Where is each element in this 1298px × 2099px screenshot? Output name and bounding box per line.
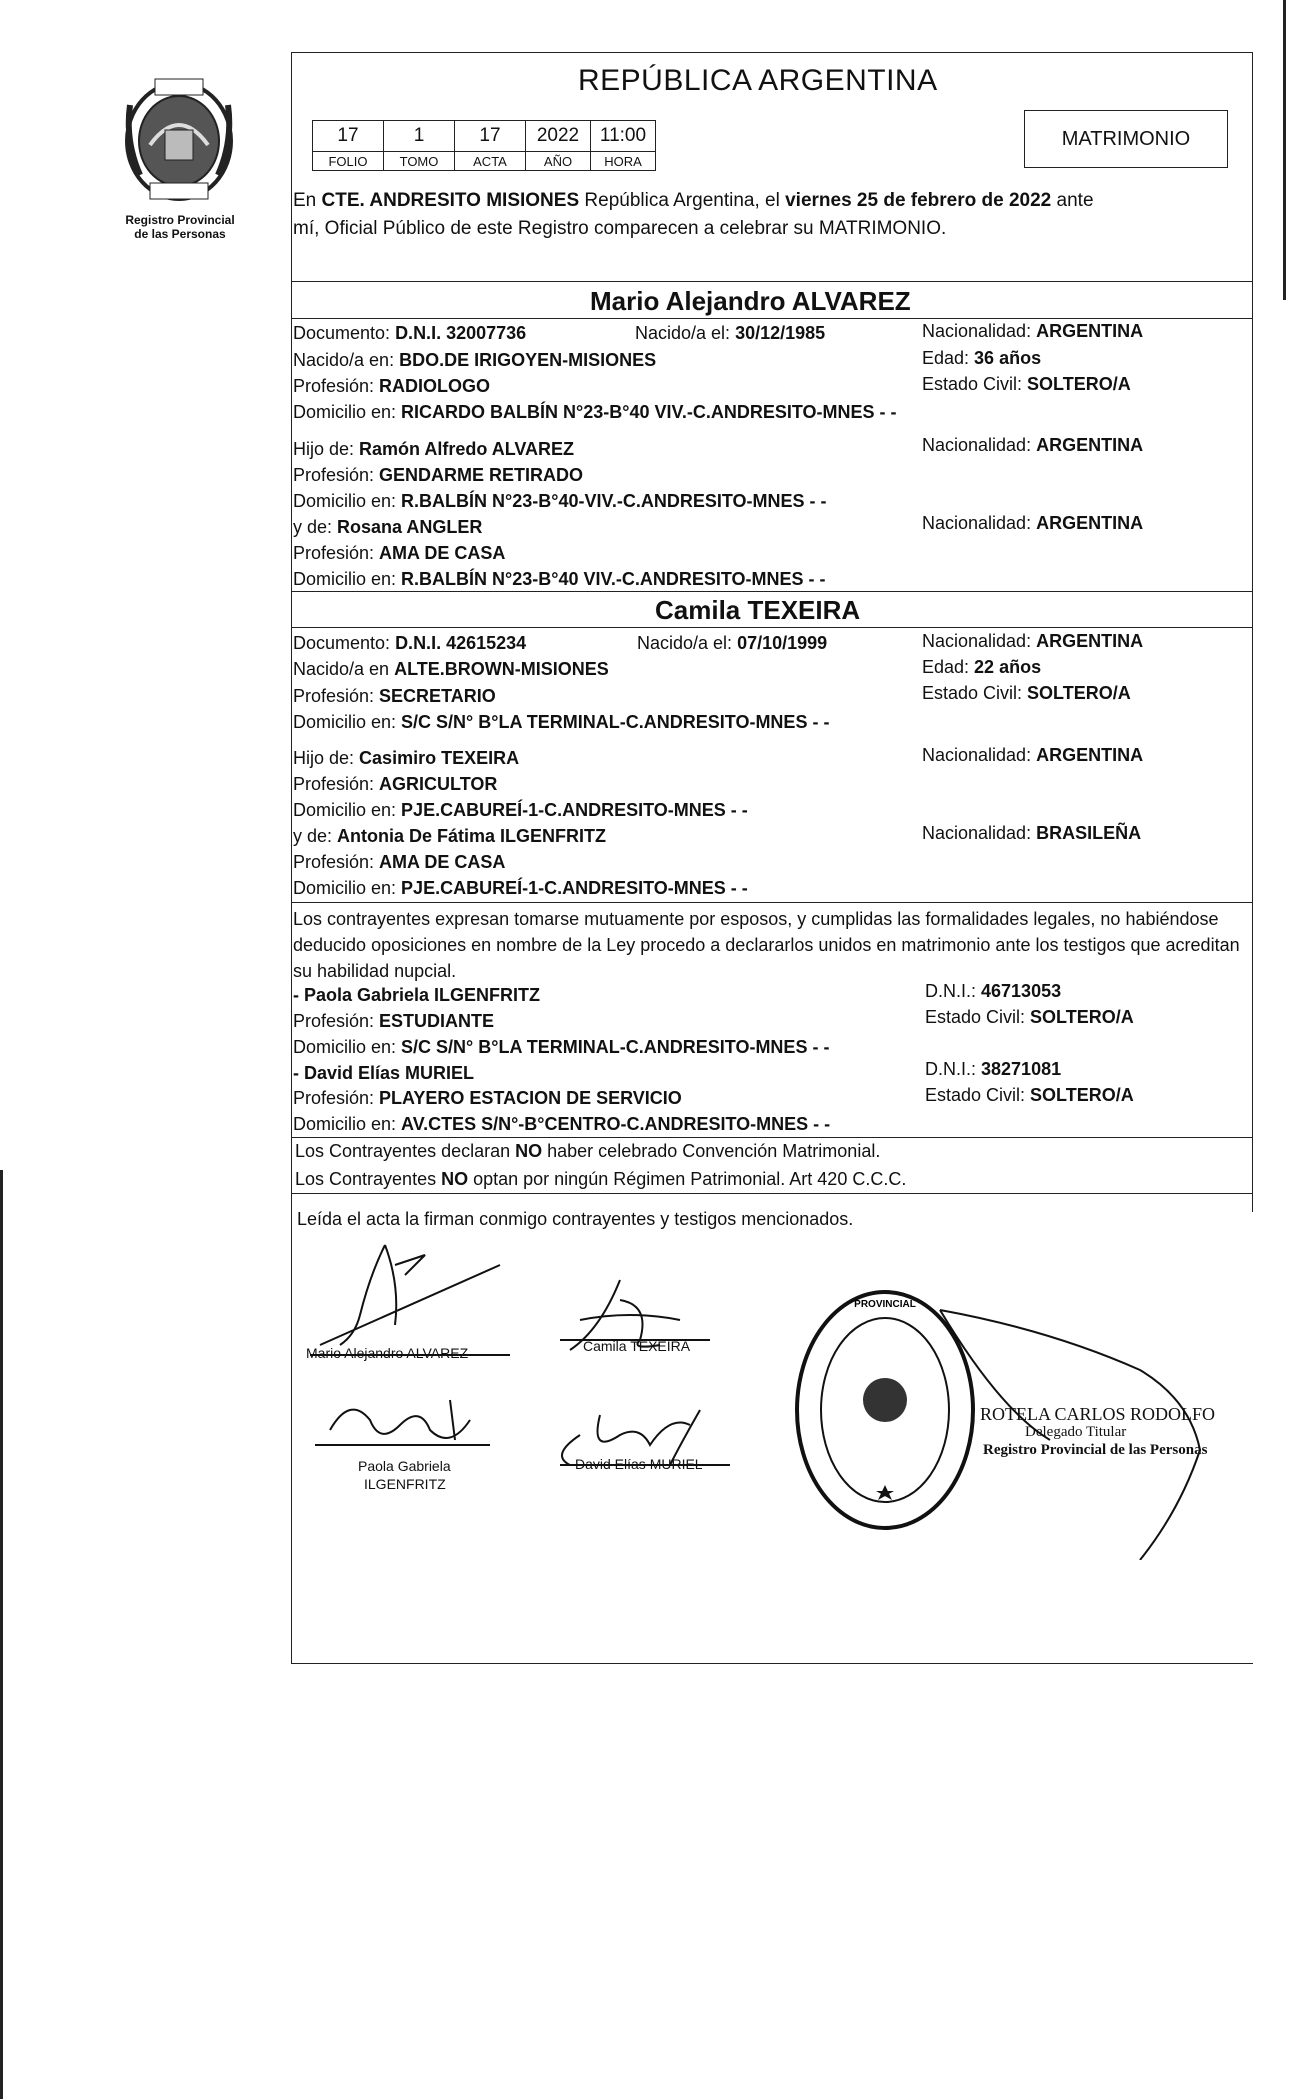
groom-father-profession <box>293 464 583 486</box>
text: Los Contrayentes <box>295 1169 442 1189</box>
text-bold: NO <box>515 1141 543 1161</box>
folio-value: 17 <box>313 121 384 152</box>
divider <box>291 591 1253 592</box>
value: 38271081 <box>981 1059 1062 1079</box>
groom-father <box>293 438 574 460</box>
value: Ramón Alfredo ALVAREZ <box>359 439 575 459</box>
value: SOLTERO/A <box>1027 683 1131 703</box>
groom-signature-caption: Mario Alejandro ALVAREZ <box>306 1345 469 1361</box>
label: Profesión: <box>293 465 380 485</box>
label: Nacido/a en: <box>293 350 400 370</box>
label: Domicilio en: <box>293 1037 402 1057</box>
label: Nacionalidad: <box>922 631 1037 651</box>
value: 30/12/1985 <box>735 323 826 343</box>
label: Estado Civil: <box>925 1007 1031 1027</box>
value: AMA DE CASA <box>379 852 506 872</box>
bride-mother-address <box>293 877 748 899</box>
label: Profesión: <box>293 376 380 396</box>
label: y de: <box>293 826 338 846</box>
bride-document <box>293 632 526 654</box>
intro-line2: mí, Oficial Público de este Registro comparecen a celebrar su MATRIMONIO. <box>293 218 947 239</box>
value: 07/10/1999 <box>737 633 828 653</box>
divider <box>291 902 1253 903</box>
acta-value: 17 <box>455 121 526 152</box>
value: SOLTERO/A <box>1030 1085 1134 1105</box>
groom-nationality <box>922 320 1143 342</box>
witness1-civil-status <box>925 1006 1134 1028</box>
hora-label: HORA <box>591 152 656 171</box>
value: Rosana ANGLER <box>337 517 483 537</box>
label: Profesión: <box>293 1088 380 1108</box>
groom-profession <box>293 375 490 397</box>
witness1-profession <box>293 1010 494 1032</box>
registry-table <box>312 120 656 171</box>
divider <box>291 1193 1253 1194</box>
value: AMA DE CASA <box>379 543 506 563</box>
official-role: Delegado Titular <box>1025 1424 1127 1440</box>
value: BRASILEÑA <box>1036 823 1142 843</box>
bride-signature <box>540 1270 720 1370</box>
value: ESTUDIANTE <box>379 1011 495 1031</box>
label: Nacido/a en <box>293 659 395 679</box>
label: Domicilio en: <box>293 1114 402 1134</box>
intro-paragraph <box>293 187 1248 243</box>
text: optan por ningún Régimen Patrimonial. Art 420 C.C.C. <box>468 1169 907 1189</box>
intro-date: viernes 25 de febrero de 2022 <box>785 190 1052 211</box>
groom-mother-profession <box>293 542 505 564</box>
text: Los Contrayentes declaran <box>295 1141 516 1161</box>
declaration-paragraph: Los contrayentes expresan tomarse mutuamente por esposos, y cumplidas las formalidades legales, no habiéndose deducido oposiciones en nombre de la Ley procedo a declararlos unidos en matrimonio ante los testigos que acreditan su habilidad nupcial. <box>293 909 1240 981</box>
value: AV.CTES S/N°-B°CENTRO-C.ANDRESITO-MNES - - <box>401 1114 831 1134</box>
witness1-address <box>293 1036 829 1058</box>
value: GENDARME RETIRADO <box>379 465 584 485</box>
label: Nacionalidad: <box>922 745 1037 765</box>
value: R.BALBÍN N°23-B°40-VIV.-C.ANDRESITO-MNES - - <box>401 491 827 511</box>
witness1-name <box>293 984 540 1006</box>
official-name: ROTELA CARLOS RODOLFO <box>980 1404 1216 1424</box>
value: RICARDO BALBÍN N°23-B°40 VIV.-C.ANDRESITO-MNES - - <box>401 402 897 422</box>
groom-document <box>293 322 526 344</box>
bride-birthdate <box>637 632 827 654</box>
value: BDO.DE IRIGOYEN-MISIONES <box>399 350 657 370</box>
label: Domicilio en: <box>293 878 402 898</box>
value: PLAYERO ESTACION DE SERVICIO <box>379 1088 682 1108</box>
text: haber celebrado Convención Matrimonial. <box>542 1141 881 1161</box>
bride-civil-status <box>922 682 1131 704</box>
label: Nacionalidad: <box>922 823 1037 843</box>
label: Edad: <box>922 348 975 368</box>
witness2-civil-status <box>925 1084 1134 1106</box>
value: PJE.CABUREÍ-1-C.ANDRESITO-MNES - - <box>401 878 748 898</box>
label: Domicilio en: <box>293 569 402 589</box>
label: D.N.I.: <box>925 981 982 1001</box>
ano-label: AÑO <box>526 152 591 171</box>
value: SECRETARIO <box>379 686 496 706</box>
hora-value: 11:00 <box>591 121 656 152</box>
groom-civil-status <box>922 373 1131 395</box>
divider <box>291 318 1253 319</box>
stamp-ring-text: PROVINCIAL <box>854 1299 916 1310</box>
witness1-caption-line1: Paola Gabriela <box>358 1458 451 1474</box>
groom-father-address <box>293 490 827 512</box>
bride-mother <box>293 825 606 847</box>
bride-father-nationality <box>922 744 1143 766</box>
groom-birthplace <box>293 349 656 371</box>
label: Edad: <box>922 657 975 677</box>
label: Estado Civil: <box>922 374 1028 394</box>
bride-mother-profession <box>293 851 505 873</box>
intro-place: CTE. ANDRESITO MISIONES <box>321 190 580 211</box>
scan-edge-left <box>0 1170 3 2099</box>
value: R.BALBÍN N°23-B°40 VIV.-C.ANDRESITO-MNES - - <box>401 569 826 589</box>
value: ARGENTINA <box>1036 435 1144 455</box>
label: y de: <box>293 517 338 537</box>
value: 46713053 <box>981 981 1062 1001</box>
bride-father-profession <box>293 773 497 795</box>
logo-caption <box>100 213 260 241</box>
witness1-signature <box>310 1390 510 1460</box>
bride-age <box>922 656 1041 678</box>
value: D.N.I. 42615234 <box>395 633 527 653</box>
tomo-value: 1 <box>384 121 455 152</box>
label: Documento: <box>293 633 396 653</box>
bride-father <box>293 747 519 769</box>
label: Domicilio en: <box>293 402 402 422</box>
ano-value: 2022 <box>526 121 591 152</box>
value: S/C S/N° B°LA TERMINAL-C.ANDRESITO-MNES - - <box>401 1037 830 1057</box>
label: Documento: <box>293 323 396 343</box>
bride-profession <box>293 685 496 707</box>
value: ARGENTINA <box>1036 513 1144 533</box>
label: Domicilio en: <box>293 712 402 732</box>
label: Estado Civil: <box>922 683 1028 703</box>
value: PJE.CABUREÍ-1-C.ANDRESITO-MNES - - <box>401 800 748 820</box>
value: ARGENTINA <box>1036 321 1144 341</box>
value: AGRICULTOR <box>379 774 498 794</box>
value: ALTE.BROWN-MISIONES <box>394 659 609 679</box>
label: Nacionalidad: <box>922 513 1037 533</box>
convention-line1 <box>295 1140 880 1162</box>
label: Estado Civil: <box>925 1085 1031 1105</box>
text-bold: NO <box>441 1169 469 1189</box>
value: D.N.I. 32007736 <box>395 323 527 343</box>
label: Domicilio en: <box>293 491 402 511</box>
label: Profesión: <box>293 543 380 563</box>
witness2-name <box>293 1062 474 1084</box>
value: - Paola Gabriela ILGENFRITZ <box>293 985 541 1005</box>
label: Profesión: <box>293 1011 380 1031</box>
label: Profesión: <box>293 686 380 706</box>
witness2-signature-caption: David Elías MURIEL <box>575 1456 703 1472</box>
bride-birthplace <box>293 658 609 680</box>
label: Hijo de: <box>293 439 360 459</box>
intro-text: ante <box>1051 190 1094 211</box>
value: 36 años <box>974 348 1042 368</box>
act-type-box: MATRIMONIO <box>1024 110 1228 168</box>
label: Nacionalidad: <box>922 435 1037 455</box>
value: SOLTERO/A <box>1030 1007 1134 1027</box>
witness2-profession <box>293 1087 682 1109</box>
label: Nacido/a el: <box>635 323 736 343</box>
bride-father-address <box>293 799 748 821</box>
value: Casimiro TEXEIRA <box>359 748 520 768</box>
acta-label: ACTA <box>455 152 526 171</box>
label: Nacido/a el: <box>637 633 738 653</box>
label: Domicilio en: <box>293 800 402 820</box>
witness2-dni <box>925 1058 1061 1080</box>
groom-name: Mario Alejandro ALVAREZ <box>590 286 911 316</box>
divider <box>291 1137 1253 1138</box>
bride-nationality <box>922 630 1143 652</box>
bride-signature-caption: Camila TEXEIRA <box>583 1338 691 1354</box>
value: ARGENTINA <box>1036 745 1144 765</box>
witness1-dni <box>925 980 1061 1002</box>
label: Nacionalidad: <box>922 321 1037 341</box>
witness1-caption-line2: ILGENFRITZ <box>364 1476 446 1492</box>
label: Profesión: <box>293 774 380 794</box>
official-office: Registro Provincial de las Personas <box>983 1442 1208 1458</box>
divider <box>291 281 1253 282</box>
value: RADIOLOGO <box>379 376 491 396</box>
groom-age <box>922 347 1041 369</box>
frame-right-border <box>1252 52 1253 1212</box>
tomo-label: TOMO <box>384 152 455 171</box>
label: D.N.I.: <box>925 1059 982 1079</box>
value: Antonia De Fátima ILGENFRITZ <box>337 826 607 846</box>
divider <box>291 627 1253 628</box>
witness2-address <box>293 1113 830 1135</box>
scan-edge-right <box>1283 0 1286 300</box>
groom-mother <box>293 516 482 538</box>
label: Hijo de: <box>293 748 360 768</box>
read-statement: Leída el acta la firman conmigo contrayentes y testigos mencionados. <box>297 1209 854 1229</box>
value: S/C S/N° B°LA TERMINAL-C.ANDRESITO-MNES - - <box>401 712 830 732</box>
value: 22 años <box>974 657 1042 677</box>
label: Profesión: <box>293 852 380 872</box>
folio-label: FOLIO <box>313 152 384 171</box>
convention-line2 <box>295 1168 906 1190</box>
value: - David Elías MURIEL <box>293 1063 475 1083</box>
intro-text: En <box>293 190 322 211</box>
value: SOLTERO/A <box>1027 374 1131 394</box>
intro-text: República Argentina, el <box>579 190 786 211</box>
groom-birthdate <box>635 322 825 344</box>
logo-caption-line2: de las Personas <box>134 227 226 241</box>
groom-mother-address <box>293 568 826 590</box>
bride-mother-nationality <box>922 822 1141 844</box>
bride-address <box>293 711 829 733</box>
groom-mother-nationality <box>922 512 1143 534</box>
groom-address <box>293 401 897 423</box>
document-title: REPÚBLICA ARGENTINA <box>578 64 938 97</box>
bride-name: Camila TEXEIRA <box>655 595 861 625</box>
registry-emblem-logo <box>110 75 248 205</box>
groom-father-nationality <box>922 434 1143 456</box>
value: ARGENTINA <box>1036 631 1144 651</box>
logo-caption-line1: Registro Provincial <box>125 213 235 227</box>
